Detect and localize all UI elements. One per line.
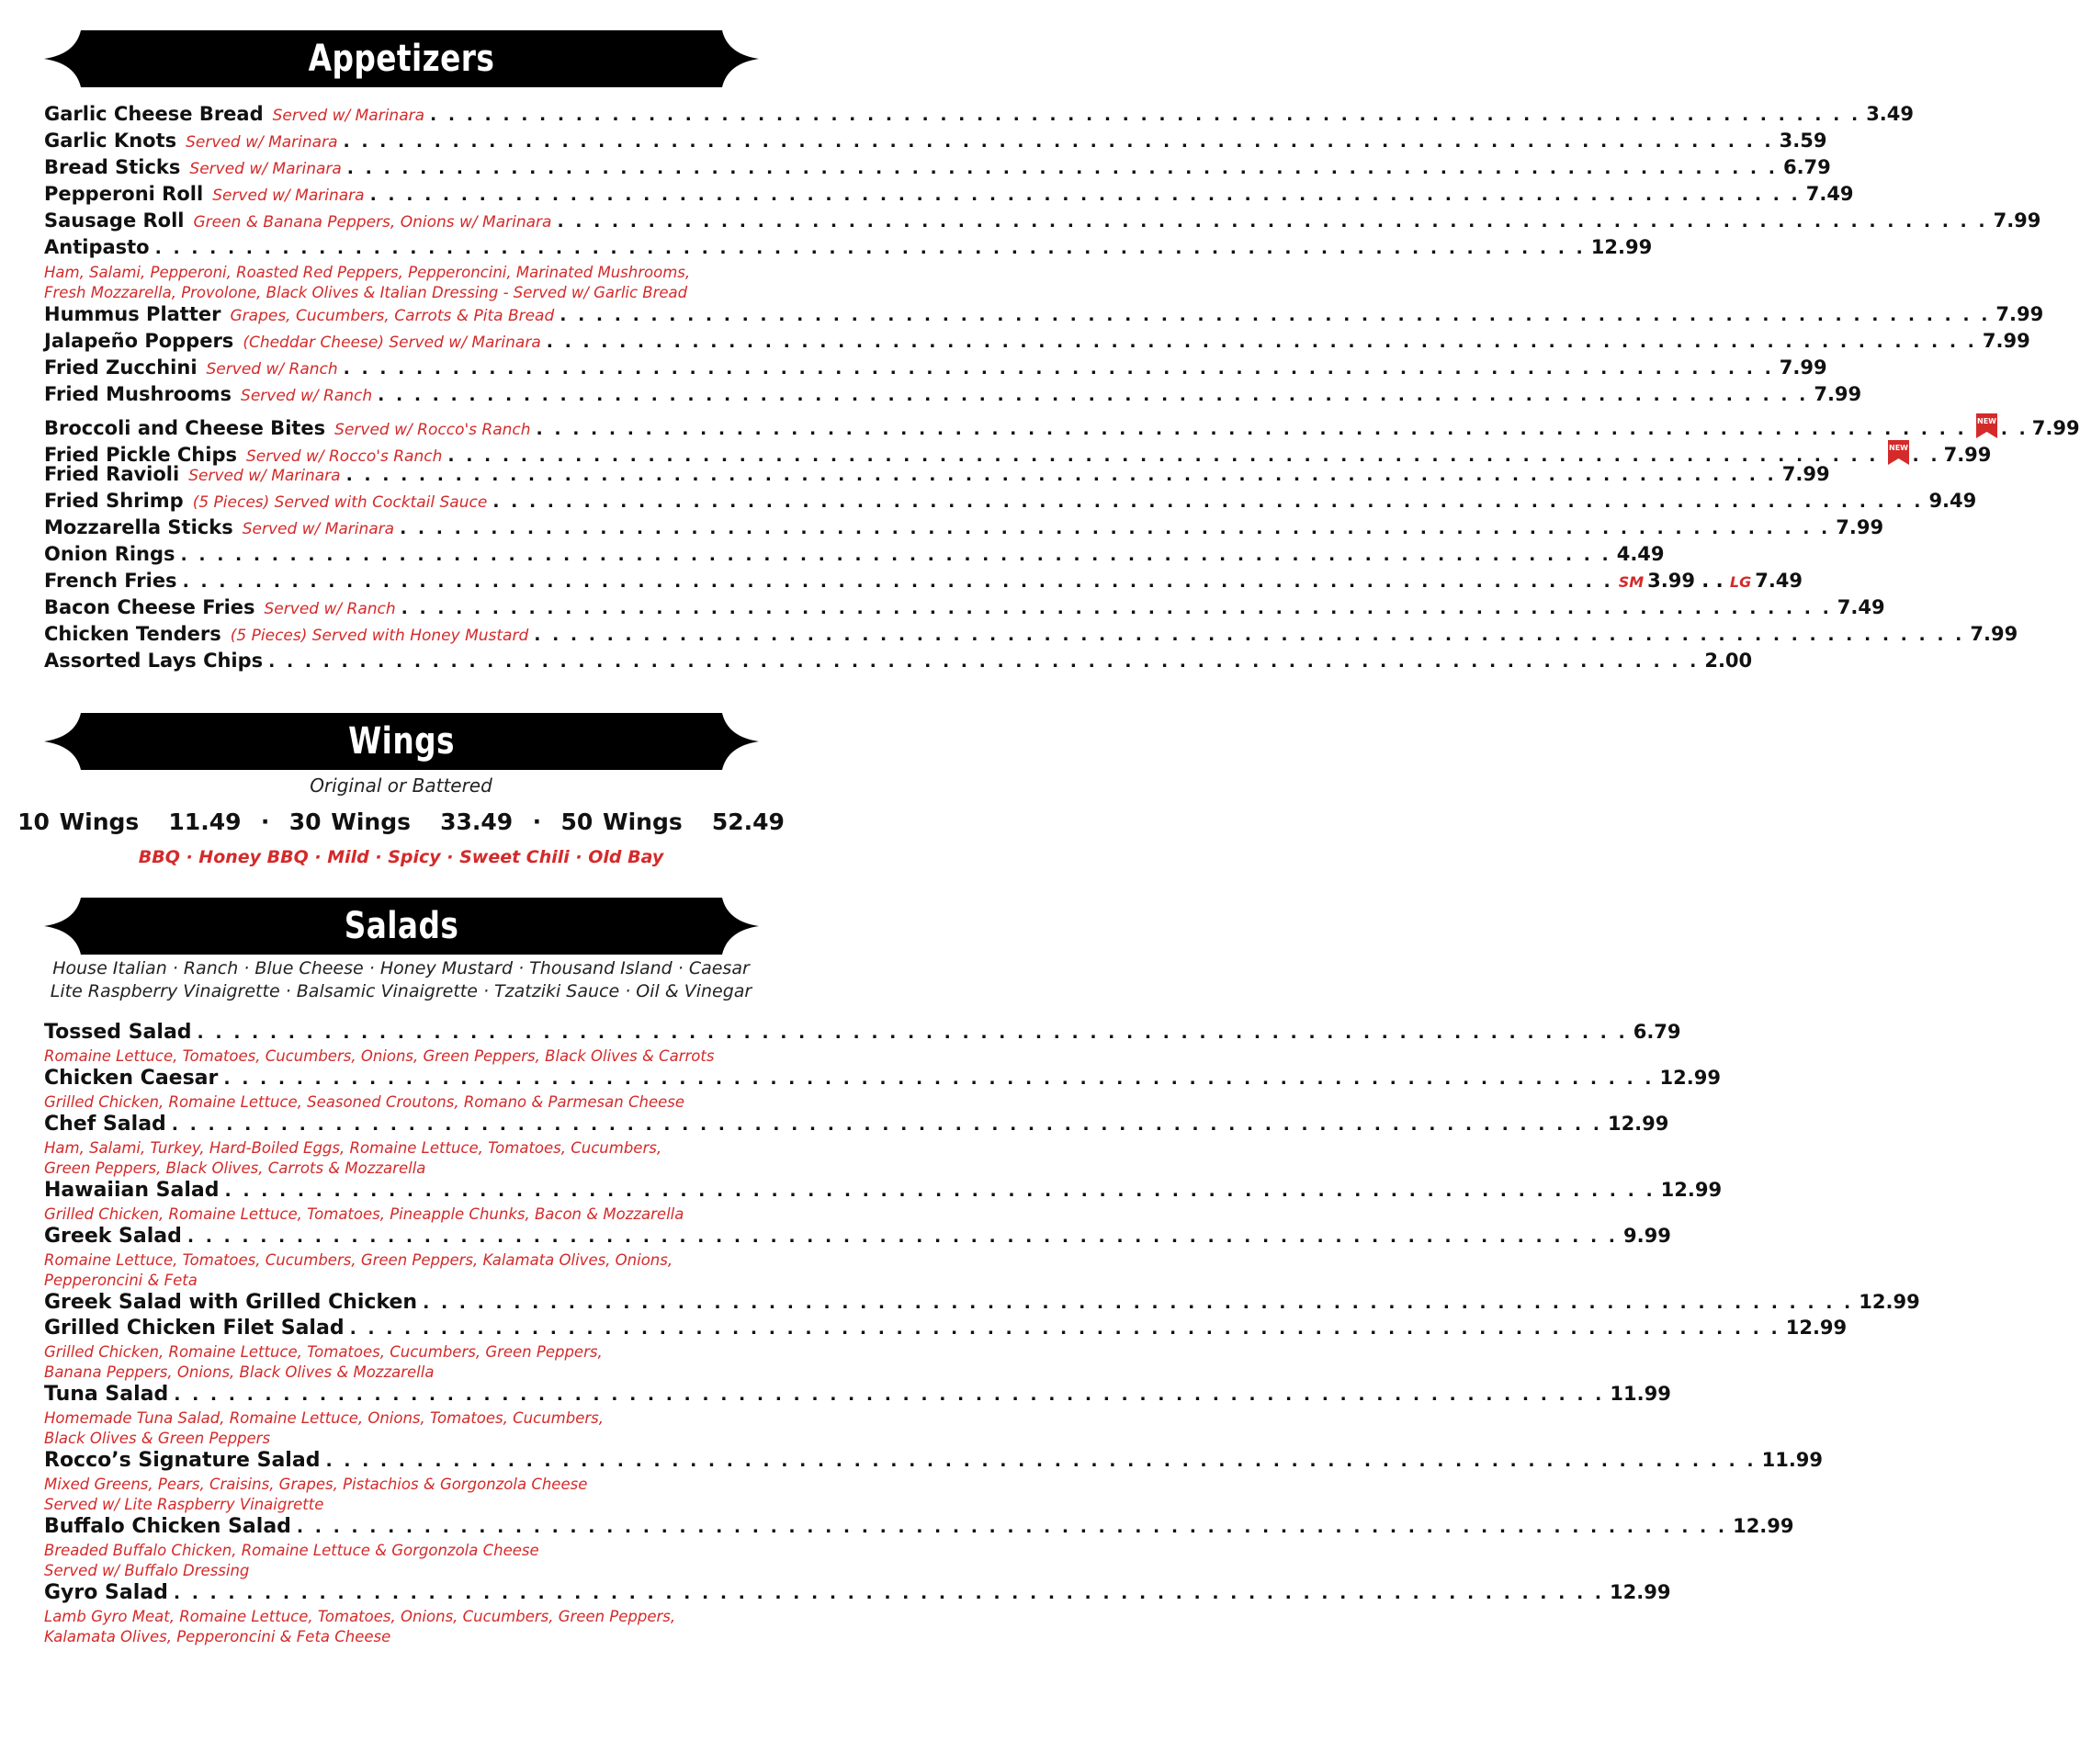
item-ingredients: Homemade Tuna Salad, Romaine Lettuce, Onions, Tomatoes, Cucumbers, bbox=[44, 1409, 604, 1427]
dot-leader: . . bbox=[2000, 419, 2029, 439]
item-ingredients: Ham, Salami, Turkey, Hard-Boiled Eggs, Romaine Lettuce, Tomatoes, Cucumbers, bbox=[44, 1139, 662, 1157]
item-name: Fried Shrimp bbox=[44, 490, 184, 512]
menu-item bbox=[44, 570, 1803, 596]
menu-item-row bbox=[44, 356, 1827, 383]
menu-item-row bbox=[44, 1581, 1671, 1607]
item-name: Tossed Salad bbox=[44, 1021, 192, 1044]
item-price: 12.99 bbox=[1590, 236, 1653, 258]
menu-item-row bbox=[44, 1179, 1723, 1204]
item-name: Tuna Salad bbox=[44, 1383, 169, 1406]
item-name: Fried Mushrooms bbox=[44, 383, 232, 405]
item-price: 7.49 bbox=[1805, 183, 1854, 205]
item-description: Served w/ Marinara bbox=[186, 133, 338, 152]
item-description: Grapes, Cucumbers, Carrots & Pita Bread bbox=[230, 307, 555, 325]
dot-leader: . . . . . . . . . . . . . . . . . . . . . . . . . . . . . . . . . . . . . . . . . . . . . . . . . . . . . . . . . . . . . . . . . . . . . . . . . . . . . . . bbox=[557, 211, 1988, 232]
menu-item-row bbox=[44, 1291, 1920, 1317]
dot-leader: . . . . . . . . . . . . . . . . . . . . . . . . . . . . . . . . . . . . . . . . . . . . . . . . . . . . . . . . . . . . . . . . . . . . . . . . . . . . . . . bbox=[325, 1451, 1757, 1471]
appetizers-list bbox=[44, 103, 2080, 676]
item-price: 7.99 bbox=[1779, 356, 1827, 379]
appetizers-title: Appetizers bbox=[308, 38, 495, 80]
salads-list bbox=[44, 1021, 1920, 1647]
dot-leader: . . . . . . . . . . . . . . . . . . . . . . . . . . . . . . . . . . . . . . . . . . . . . . . . . . . . . . . . . . . . . . . . . . . . . . . . . . . . . . . bbox=[268, 651, 1700, 672]
item-price: 7.99 bbox=[1781, 463, 1830, 485]
item-description: Green & Banana Peppers, Onions w/ Marinara bbox=[193, 213, 552, 232]
menu-item-row bbox=[44, 516, 1884, 543]
menu-item-row bbox=[44, 1383, 1671, 1408]
item-name: Rocco’s Signature Salad bbox=[44, 1449, 321, 1472]
item-name: Garlic Knots bbox=[44, 130, 177, 152]
dot-leader: . . . . . . . . . . . . . . . . . . . . . . . . . . . . . . . . . . . . . . . . . . . . . . . . . . . . . . . . . . . . . . . . . . . . . . . . . . . . . . . bbox=[401, 598, 1832, 618]
dot-leader: . . . . . . . . . . . . . . . . . . . . . . . . . . . . . . . . . . . . . . . . . . . . . . . . . . . . . . . . . . . . . . . . . . . . . . . . . . . . . . . bbox=[423, 1293, 1854, 1313]
menu-item bbox=[44, 490, 1977, 516]
item-name: French Fries bbox=[44, 570, 177, 592]
item-price: 9.49 bbox=[1928, 490, 1977, 512]
menu-item bbox=[44, 1449, 1824, 1515]
menu-item-row bbox=[44, 410, 2080, 439]
item-description: Served w/ Marinara bbox=[188, 467, 341, 485]
item-ingredients: Kalamata Olives, Pepperoncini & Feta Cheese bbox=[44, 1628, 391, 1645]
size-small-label: SM bbox=[1618, 573, 1645, 591]
item-name: Chicken Caesar bbox=[44, 1067, 219, 1090]
menu-item bbox=[44, 410, 2080, 439]
menu-item-row bbox=[44, 1449, 1824, 1475]
wings-prices: 10 Wings 11.49 · 30 Wings 33.49 · 50 Wings 52.49 bbox=[17, 808, 785, 835]
item-description: Served w/ Ranch bbox=[241, 387, 373, 405]
menu-item-row bbox=[44, 330, 2030, 356]
item-name: Fried Pickle Chips bbox=[44, 444, 237, 466]
menu-item bbox=[44, 130, 1827, 156]
menu-item bbox=[44, 436, 1992, 466]
menu-item-row bbox=[44, 1225, 1671, 1250]
menu-item-row bbox=[44, 209, 2041, 236]
menu-item-row bbox=[44, 183, 1854, 209]
menu-item-row bbox=[44, 130, 1827, 156]
new-badge-icon bbox=[1974, 413, 1999, 438]
item-ingredients: Romaine Lettuce, Tomatoes, Cucumbers, Onions, Green Peppers, Black Olives & Carrots bbox=[44, 1047, 715, 1065]
menu-item bbox=[44, 383, 1862, 410]
item-name: Grilled Chicken Filet Salad bbox=[44, 1317, 345, 1340]
dot-leader: . . . . . . . . . . . . . . . . . . . . . . . . . . . . . . . . . . . . . . . . . . . . . . . . . . . . . . . . . . . . . . . . . . . . . . . . . . . . . . . bbox=[154, 238, 1586, 258]
menu-item-row bbox=[44, 383, 1862, 410]
new-badge-icon bbox=[1886, 440, 1911, 465]
menu-item bbox=[44, 156, 1831, 183]
menu-item-row bbox=[44, 1021, 1681, 1046]
dot-leader: . . . . . . . . . . . . . . . . . . . . . . . . . . . . . . . . . . . . . . . . . . . . . . . . . . . . . . . . . . . . . . . . . . . . . . . . . . . . . . . bbox=[182, 571, 1613, 592]
dot-leader: . . . . . . . . . . . . . . . . . . . . . . . . . . . . . . . . . . . . . . . . . . . . . . . . . . . . . . . . . . . . . . . . . . . . . . . . . . . . . . . bbox=[447, 446, 1879, 466]
menu-item bbox=[44, 1383, 1671, 1449]
item-description: Served w/ Marinara bbox=[242, 520, 395, 538]
dot-leader: . . . . . . . . . . . . . . . . . . . . . . . . . . . . . . . . . . . . . . . . . . . . . . . . . . . . . . . . . . . . . . . . . . . . . . . . . . . . . . . bbox=[430, 105, 1861, 125]
menu-item bbox=[44, 1113, 1669, 1179]
item-price: 12.99 bbox=[1859, 1291, 1920, 1313]
dot-leader: . . . . . . . . . . . . . . . . . . . . . . . . . . . . . . . . . . . . . . . . . . . . . . . . . . . . . . . . . . . . . . . . . . . . . . . . . . . . . . . bbox=[223, 1069, 1655, 1089]
menu-item-row bbox=[44, 650, 1753, 676]
item-name: Antipasto bbox=[44, 236, 150, 258]
menu-item bbox=[44, 1515, 1794, 1581]
dot-leader: . . . . . . . . . . . . . . . . . . . . . . . . . . . . . . . . . . . . . . . . . . . . . . . . . . . . . . . . . . . . . . . . . . . . . . . . . . . . . . . bbox=[171, 1114, 1602, 1135]
salads-title: Salads bbox=[344, 905, 459, 947]
menu-item-row bbox=[44, 436, 1992, 466]
item-price: 11.99 bbox=[1761, 1449, 1824, 1471]
menu-item bbox=[44, 1179, 1723, 1225]
svg-text:NEW: NEW bbox=[1888, 444, 1908, 452]
item-ingredients: Banana Peppers, Onions, Black Olives & Mozzarella bbox=[44, 1363, 435, 1381]
item-ingredients: Ham, Salami, Pepperoni, Roasted Red Peppers, Pepperoncini, Marinated Mushrooms, bbox=[44, 264, 691, 281]
menu-item bbox=[44, 1067, 1721, 1113]
dot-leader: . . . . . . . . . . . . . . . . . . . . . . . . . . . . . . . . . . . . . . . . . . . . . . . . . . . . . . . . . . . . . . . . . . . . . . . . . . . . . . . bbox=[174, 1385, 1605, 1405]
item-ingredients: Served w/ Buffalo Dressing bbox=[44, 1562, 250, 1579]
size-small-price: 3.99 bbox=[1647, 570, 1695, 592]
item-price: 7.99 bbox=[2031, 417, 2080, 439]
item-description: (Cheddar Cheese) Served w/ Marinara bbox=[243, 334, 541, 352]
menu-item bbox=[44, 356, 1827, 383]
item-price: 12.99 bbox=[1607, 1113, 1669, 1135]
dot-leader: . . . . . . . . . . . . . . . . . . . . . . . . . . . . . . . . . . . . . . . . . . . . . . . . . . . . . . . . . . . . . . . . . . . . . . . . . . . . . . . bbox=[345, 465, 1777, 485]
item-ingredients: Pepperoncini & Feta bbox=[44, 1272, 198, 1289]
item-ingredients: Grilled Chicken, Romaine Lettuce, Seasoned Croutons, Romano & Parmesan Cheese bbox=[44, 1093, 684, 1111]
item-name: Chef Salad bbox=[44, 1113, 166, 1136]
dressings-line-2: Lite Raspberry Vinaigrette · Balsamic Vinaigrette · Tzatziki Sauce · Oil & Vinegar bbox=[50, 981, 752, 1001]
menu-item-row bbox=[44, 570, 1803, 596]
item-name: Greek Salad bbox=[44, 1225, 182, 1248]
item-price: 6.79 bbox=[1633, 1021, 1681, 1043]
item-description: (5 Pieces) Served with Honey Mustard bbox=[230, 627, 529, 645]
item-name: Onion Rings bbox=[44, 543, 175, 565]
menu-item bbox=[44, 1317, 1848, 1383]
menu-item-row bbox=[44, 490, 1977, 516]
item-name: Pepperoni Roll bbox=[44, 183, 204, 205]
item-name: Bread Sticks bbox=[44, 156, 181, 178]
item-price: 12.99 bbox=[1659, 1067, 1721, 1089]
item-price: 4.49 bbox=[1616, 543, 1665, 565]
item-price: 3.49 bbox=[1866, 103, 1915, 125]
dressings-line-1: House Italian · Ranch · Blue Cheese · Honey Mustard · Thousand Island · Caesar bbox=[52, 958, 750, 978]
dot-leader: . . . . . . . . . . . . . . . . . . . . . . . . . . . . . . . . . . . . . . . . . . . . . . . . . . . . . . . . . . . . . . . . . . . . . . . . . . . . . . . bbox=[343, 358, 1774, 379]
dot-leader: . . . . . . . . . . . . . . . . . . . . . . . . . . . . . . . . . . . . . . . . . . . . . . . . . . . . . . . . . . . . . . . . . . . . . . . . . . . . . . . bbox=[536, 419, 1967, 439]
item-name: Garlic Cheese Bread bbox=[44, 103, 264, 125]
item-price-sizes bbox=[1619, 570, 1803, 592]
dot-leader: . . . . . . . . . . . . . . . . . . . . . . . . . . . . . . . . . . . . . . . . . . . . . . . . . . . . . . . . . . . . . . . . . . . . . . . . . . . . . . . bbox=[492, 492, 1924, 512]
appetizers-banner bbox=[44, 30, 759, 87]
item-description: Served w/ Marinara bbox=[189, 160, 342, 178]
item-description: Served w/ Rocco's Ranch bbox=[246, 447, 443, 466]
item-ingredients: Green Peppers, Black Olives, Carrots & Mozzarella bbox=[44, 1159, 426, 1177]
dot-leader: . . . . . . . . . . . . . . . . . . . . . . . . . . . . . . . . . . . . . . . . . . . . . . . . . . . . . . . . . . . . . . . . . . . . . . . . . . . . . . . bbox=[369, 185, 1801, 205]
menu-item-row bbox=[44, 623, 2018, 650]
dot-leader: . . . . . . . . . . . . . . . . . . . . . . . . . . . . . . . . . . . . . . . . . . . . . . . . . . . . . . . . . . . . . . . . . . . . . . . . . . . . . . . bbox=[180, 545, 1611, 565]
item-name: Greek Salad with Grilled Chicken bbox=[44, 1291, 418, 1314]
item-name: Mozzarella Sticks bbox=[44, 516, 233, 538]
menu-item-row bbox=[44, 1067, 1721, 1092]
item-ingredients: Mixed Greens, Pears, Craisins, Grapes, Pistachios & Gorgonzola Cheese bbox=[44, 1476, 588, 1493]
dot-leader: . . . . . . . . . . . . . . . . . . . . . . . . . . . . . . . . . . . . . . . . . . . . . . . . . . . . . . . . . . . . . . . . . . . . . . . . . . . . . . . bbox=[560, 305, 1991, 325]
item-ingredients: Grilled Chicken, Romaine Lettuce, Tomatoes, Pineapple Chunks, Bacon & Mozzarella bbox=[44, 1205, 684, 1223]
item-price: 12.99 bbox=[1660, 1179, 1723, 1201]
item-ingredients: Breaded Buffalo Chicken, Romaine Lettuce & Gorgonzola Cheese bbox=[44, 1542, 539, 1559]
item-description: Served w/ Marinara bbox=[272, 107, 425, 125]
menu-item bbox=[44, 1225, 1671, 1291]
menu-item-row bbox=[44, 596, 1885, 623]
dot-leader: . . bbox=[1912, 446, 1940, 466]
menu-item-row bbox=[44, 236, 1653, 263]
dot-leader: . . . . . . . . . . . . . . . . . . . . . . . . . . . . . . . . . . . . . . . . . . . . . . . . . . . . . . . . . . . . . . . . . . . . . . . . . . . . . . . bbox=[346, 158, 1778, 178]
menu-item-row bbox=[44, 543, 1665, 570]
menu-item bbox=[44, 103, 1915, 130]
item-name: Hawaiian Salad bbox=[44, 1179, 220, 1202]
item-price: 7.99 bbox=[1814, 383, 1862, 405]
item-description: Served w/ Ranch bbox=[206, 360, 338, 379]
menu-item bbox=[44, 1021, 1681, 1067]
menu-item bbox=[44, 543, 1665, 570]
wings-title: Wings bbox=[348, 720, 455, 763]
menu-item bbox=[44, 623, 2018, 650]
dot-leader: . . . . . . . . . . . . . . . . . . . . . . . . . . . . . . . . . . . . . . . . . . . . . . . . . . . . . . . . . . . . . . . . . . . . . . . . . . . . . . . bbox=[173, 1583, 1605, 1603]
item-price: 7.99 bbox=[1970, 623, 2018, 645]
item-price: 6.79 bbox=[1782, 156, 1831, 178]
item-price: 12.99 bbox=[1610, 1581, 1671, 1603]
item-name: Gyro Salad bbox=[44, 1581, 168, 1604]
menu-item bbox=[44, 303, 2044, 330]
item-price: 7.99 bbox=[1836, 516, 1884, 538]
item-name: Hummus Platter bbox=[44, 303, 221, 325]
dot-leader: . . . . . . . . . . . . . . . . . . . . . . . . . . . . . . . . . . . . . . . . . . . . . . . . . . . . . . . . . . . . . . . . . . . . . . . . . . . . . . . bbox=[400, 518, 1831, 538]
menu-item bbox=[44, 1581, 1671, 1647]
item-price: 3.59 bbox=[1779, 130, 1827, 152]
menu-item bbox=[44, 516, 1884, 543]
item-price: 7.49 bbox=[1837, 596, 1885, 618]
item-name: Broccoli and Cheese Bites bbox=[44, 417, 326, 439]
item-description: Served w/ Marinara bbox=[212, 187, 365, 205]
item-name: Fried Ravioli bbox=[44, 463, 180, 485]
dot-leader: . . . . . . . . . . . . . . . . . . . . . . . . . . . . . . . . . . . . . . . . . . . . . . . . . . . . . . . . . . . . . . . . . . . . . . . . . . . . . . . bbox=[187, 1227, 1619, 1247]
dot-leader: . . . . . . . . . . . . . . . . . . . . . . . . . . . . . . . . . . . . . . . . . . . . . . . . . . . . . . . . . . . . . . . . . . . . . . . . . . . . . . . bbox=[296, 1517, 1728, 1537]
item-name: Jalapeño Poppers bbox=[44, 330, 234, 352]
menu-item bbox=[44, 236, 1653, 303]
item-description: Served w/ Rocco's Ranch bbox=[334, 421, 531, 439]
item-price: 9.99 bbox=[1623, 1225, 1671, 1247]
menu-item bbox=[44, 463, 1830, 490]
dot-leader: . . bbox=[1695, 570, 1730, 592]
salads-banner bbox=[44, 898, 759, 955]
item-price: 11.99 bbox=[1610, 1383, 1671, 1405]
dot-leader: . . . . . . . . . . . . . . . . . . . . . . . . . . . . . . . . . . . . . . . . . . . . . . . . . . . . . . . . . . . . . . . . . . . . . . . . . . . . . . . bbox=[349, 1318, 1780, 1339]
wings-banner bbox=[44, 713, 759, 770]
menu-item-row bbox=[44, 1317, 1848, 1342]
dot-leader: . . . . . . . . . . . . . . . . . . . . . . . . . . . . . . . . . . . . . . . . . . . . . . . . . . . . . . . . . . . . . . . . . . . . . . . . . . . . . . . bbox=[197, 1023, 1628, 1043]
item-ingredients: Romaine Lettuce, Tomatoes, Cucumbers, Green Peppers, Kalamata Olives, Onions, bbox=[44, 1251, 673, 1269]
dot-leader: . . . . . . . . . . . . . . . . . . . . . . . . . . . . . . . . . . . . . . . . . . . . . . . . . . . . . . . . . . . . . . . . . . . . . . . . . . . . . . . bbox=[343, 131, 1774, 152]
item-ingredients: Fresh Mozzarella, Provolone, Black Olives & Italian Dressing - Served w/ Garlic Bread bbox=[44, 284, 688, 301]
item-name: Bacon Cheese Fries bbox=[44, 596, 255, 618]
item-ingredients: Lamb Gyro Meat, Romaine Lettuce, Tomatoes, Onions, Cucumbers, Green Peppers, bbox=[44, 1608, 676, 1625]
menu-item bbox=[44, 183, 1854, 209]
item-name: Fried Zucchini bbox=[44, 356, 198, 379]
menu-item bbox=[44, 209, 2041, 236]
wings-subtitle: Original or Battered bbox=[310, 775, 492, 797]
item-ingredients: Grilled Chicken, Romaine Lettuce, Tomatoes, Cucumbers, Green Peppers, bbox=[44, 1343, 603, 1361]
menu-item bbox=[44, 1291, 1920, 1317]
menu-item-row bbox=[44, 1515, 1794, 1541]
dot-leader: . . . . . . . . . . . . . . . . . . . . . . . . . . . . . . . . . . . . . . . . . . . . . . . . . . . . . . . . . . . . . . . . . . . . . . . . . . . . . . . bbox=[224, 1181, 1656, 1201]
size-large-price: 7.49 bbox=[1755, 570, 1803, 592]
menu-item-row bbox=[44, 103, 1915, 130]
item-description: Served w/ Ranch bbox=[264, 600, 396, 618]
item-description: (5 Pieces) Served with Cocktail Sauce bbox=[192, 493, 488, 512]
size-large-label: LG bbox=[1729, 573, 1752, 591]
item-name: Assorted Lays Chips bbox=[44, 650, 264, 672]
menu-item bbox=[44, 596, 1885, 623]
menu-item-row bbox=[44, 1113, 1669, 1138]
item-ingredients: Black Olives & Green Peppers bbox=[44, 1430, 271, 1447]
item-name: Sausage Roll bbox=[44, 209, 185, 232]
item-price: 12.99 bbox=[1785, 1317, 1848, 1339]
wings-flavors: BBQ · Honey BBQ · Mild · Spicy · Sweet Chili · Old Bay bbox=[138, 847, 664, 867]
menu-item-row bbox=[44, 303, 2044, 330]
item-price: 7.99 bbox=[1993, 209, 2041, 232]
item-name: Chicken Tenders bbox=[44, 623, 221, 645]
item-price: 2.00 bbox=[1704, 650, 1753, 672]
item-price: 7.99 bbox=[1982, 330, 2030, 352]
item-price: 7.99 bbox=[1995, 303, 2044, 325]
item-ingredients: Served w/ Lite Raspberry Vinaigrette bbox=[44, 1496, 324, 1513]
item-name: Buffalo Chicken Salad bbox=[44, 1515, 291, 1538]
svg-text:NEW: NEW bbox=[1976, 417, 1996, 425]
dot-leader: . . . . . . . . . . . . . . . . . . . . . . . . . . . . . . . . . . . . . . . . . . . . . . . . . . . . . . . . . . . . . . . . . . . . . . . . . . . . . . . bbox=[546, 332, 1977, 352]
dot-leader: . . . . . . . . . . . . . . . . . . . . . . . . . . . . . . . . . . . . . . . . . . . . . . . . . . . . . . . . . . . . . . . . . . . . . . . . . . . . . . . bbox=[378, 385, 1809, 405]
dot-leader: . . . . . . . . . . . . . . . . . . . . . . . . . . . . . . . . . . . . . . . . . . . . . . . . . . . . . . . . . . . . . . . . . . . . . . . . . . . . . . . bbox=[534, 625, 1965, 645]
menu-item bbox=[44, 330, 2030, 356]
menu-item-row bbox=[44, 463, 1830, 490]
menu-item-row bbox=[44, 156, 1831, 183]
item-price: 12.99 bbox=[1733, 1515, 1794, 1537]
menu-item bbox=[44, 650, 1753, 676]
item-price: 7.99 bbox=[1943, 444, 1992, 466]
